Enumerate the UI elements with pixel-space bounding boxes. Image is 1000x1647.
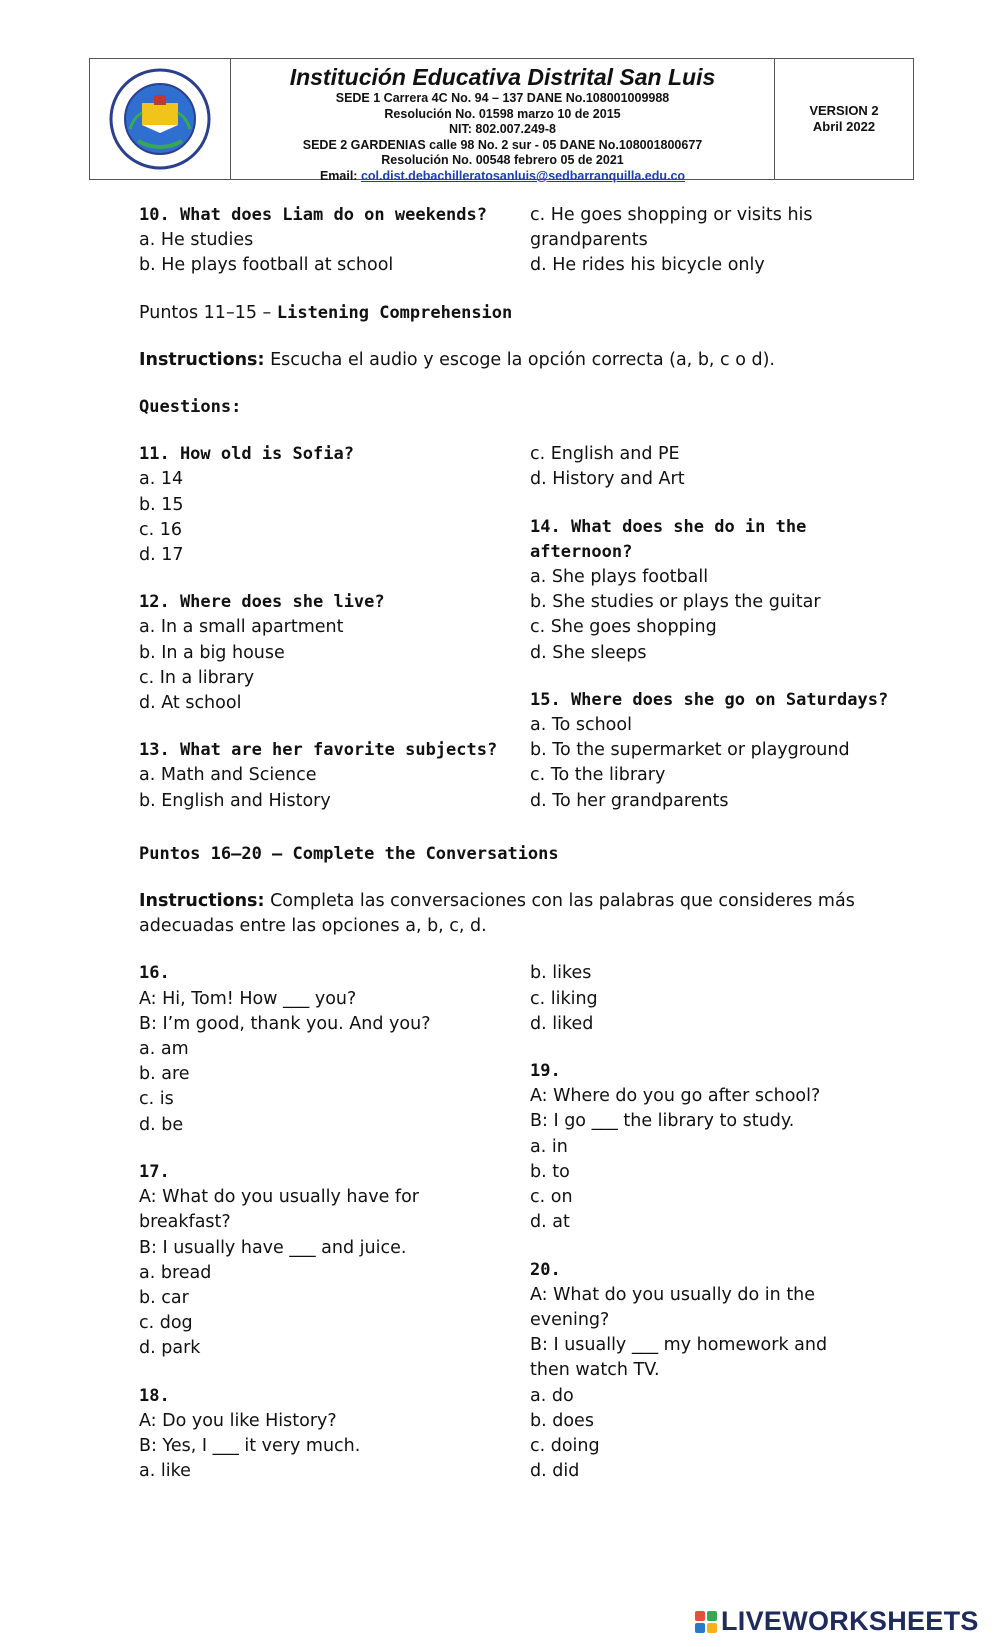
listening-questions <box>139 442 899 814</box>
question-14 <box>530 515 899 666</box>
conversation-questions <box>139 961 899 1484</box>
option-b: b. car <box>139 1287 189 1308</box>
option-d: d. park <box>139 1338 201 1359</box>
option-b: b. In a big house <box>139 642 285 663</box>
question-16 <box>139 961 530 1137</box>
header-line-resolution1: Resolución No. 01598 marzo 10 de 2015 <box>384 106 621 121</box>
header-line-sede1: SEDE 1 Carrera 4C No. 94 – 137 DANE No.108001009988 <box>335 91 670 105</box>
question-text: 10. What does Liam do on weekends? <box>139 205 487 225</box>
liveworksheets-icon <box>695 1611 717 1633</box>
question-17 <box>139 1160 530 1362</box>
dialogue-line-a: A: What do you usually have for breakfast? <box>139 1187 419 1233</box>
question-text: 15. Where does she go on Saturdays? <box>530 689 889 710</box>
question-20 <box>530 1258 899 1485</box>
header-email-line <box>231 169 774 185</box>
option-c: c. She goes shopping <box>530 617 717 638</box>
email-link[interactable]: col.dist.debachilleratosanluis@sedbarranquilla.edu.co <box>360 168 686 183</box>
header-line-resolution2: Resolución No. 00548 febrero 05 de 2021 <box>381 153 624 167</box>
question-11 <box>139 442 530 568</box>
option-b: b. does <box>530 1410 594 1431</box>
questions-label: Questions: <box>139 397 242 418</box>
option-d: d. She sleeps <box>530 642 647 663</box>
question-text: 11. How old is Sofia? <box>139 444 354 465</box>
school-logo-cell <box>90 59 231 179</box>
version-label: VERSION 2 <box>809 103 879 118</box>
document-header <box>89 58 914 183</box>
option-b: b. She studies or plays the guitar <box>530 592 821 613</box>
option-d: d. did <box>530 1461 580 1482</box>
email-label: Email: <box>319 168 358 183</box>
option-c: c. He goes shopping or visits his grandparents <box>530 205 813 251</box>
dialogue-line-b: B: I’m good, thank you. And you? <box>139 1013 431 1034</box>
option-a: a. 14 <box>139 469 184 490</box>
liveworksheets-logo <box>695 1606 979 1637</box>
option-b: b. To the supermarket or playground <box>530 740 850 761</box>
question-18 <box>139 1384 530 1485</box>
option-d: d. at <box>530 1212 570 1233</box>
option-c: c. on <box>530 1187 573 1208</box>
question-number: 20. <box>530 1259 561 1280</box>
conversations-heading: Puntos 16–20 – Complete the Conversations <box>139 843 559 864</box>
option-c: c. dog <box>139 1313 193 1334</box>
option-a: a. in <box>530 1136 568 1157</box>
listening-heading <box>139 301 899 326</box>
option-b: b. He plays football at school <box>139 255 394 276</box>
header-info <box>231 59 775 183</box>
header-line-nit: NIT: 802.007.249-8 <box>448 122 556 136</box>
option-a: a. To school <box>530 715 632 736</box>
option-c: c. 16 <box>139 519 183 540</box>
question-number: 19. <box>530 1061 561 1082</box>
option-b: b. to <box>530 1161 570 1182</box>
dialogue-line-a: A: Where do you go after school? <box>530 1086 821 1107</box>
option-b: b. likes <box>530 963 592 984</box>
school-crest-icon <box>108 67 212 171</box>
option-a: a. am <box>139 1039 189 1060</box>
liveworksheets-text: LIVEWORKSHEETS <box>721 1606 979 1636</box>
section-title: Listening Comprehension <box>276 302 513 323</box>
option-d: d. 17 <box>139 545 184 566</box>
question-19 <box>530 1059 899 1235</box>
option-c: c. English and PE <box>530 444 680 465</box>
option-d: d. To her grandparents <box>530 790 729 811</box>
dialogue-line-a: A: Hi, Tom! How ___ you? <box>139 988 357 1009</box>
instructions-text: Escucha el audio y escoge la opción correcta (a, b, c o d). <box>270 349 775 370</box>
dialogue-line-b: B: I go ___ the library to study. <box>530 1111 795 1132</box>
question-13 <box>139 738 530 814</box>
dialogue-line-a: A: Do you like History? <box>139 1410 337 1431</box>
option-b: b. are <box>139 1064 190 1085</box>
option-a: a. In a small apartment <box>139 617 344 638</box>
listening-instructions <box>139 348 899 373</box>
question-text: 14. What does she do in the afternoon? <box>530 516 807 562</box>
option-c: c. To the library <box>530 765 666 786</box>
dialogue-line-b: B: Yes, I ___ it very much. <box>139 1435 361 1456</box>
question-12 <box>139 590 530 716</box>
question-13-continued <box>530 442 899 492</box>
option-c: c. liking <box>530 988 598 1009</box>
instructions-label: Instructions: <box>139 349 265 370</box>
option-a: a. He studies <box>139 230 254 251</box>
option-a: a. bread <box>139 1262 212 1283</box>
question-text: 12. Where does she live? <box>139 592 385 613</box>
question-text: 13. What are her favorite subjects? <box>139 740 498 761</box>
dialogue-line-a: A: What do you usually do in the evening? <box>530 1284 816 1330</box>
option-c: c. is <box>139 1089 174 1110</box>
option-a: a. She plays football <box>530 567 709 588</box>
conversations-instructions <box>139 889 899 939</box>
option-b: b. 15 <box>139 494 184 515</box>
section-prefix: Puntos 11–15 – <box>139 302 272 323</box>
option-c: c. doing <box>530 1435 600 1456</box>
option-d: d. At school <box>139 693 242 714</box>
option-d: d. History and Art <box>530 469 685 490</box>
option-d: d. He rides his bicycle only <box>530 255 765 276</box>
instructions-label: Instructions: <box>139 891 265 912</box>
option-d: d. liked <box>530 1013 594 1034</box>
school-name: Institución Educativa Distrital San Luis <box>289 64 716 90</box>
option-a: a. like <box>139 1461 191 1482</box>
question-number: 17. <box>139 1161 170 1182</box>
option-d: d. be <box>139 1114 184 1135</box>
option-b: b. English and History <box>139 790 331 811</box>
question-18-continued <box>530 961 899 1037</box>
dialogue-line-b: B: I usually ___ my homework and then watch TV. <box>530 1335 828 1381</box>
question-10 <box>139 203 899 279</box>
option-a: a. do <box>530 1385 574 1406</box>
worksheet-body <box>139 203 899 1484</box>
option-a: a. Math and Science <box>139 765 317 786</box>
version-date: Abril 2022 <box>812 119 876 134</box>
option-c: c. In a library <box>139 667 255 688</box>
instructions-text: Completa las conversaciones con las palabras que consideres más adecuadas entre las opciones a, b, c, d. <box>139 891 855 937</box>
question-number: 18. <box>139 1385 170 1406</box>
header-line-sede2: SEDE 2 GARDENIAS calle 98 No. 2 sur - 05 DANE No.108001800677 <box>302 137 703 152</box>
question-number: 16. <box>139 963 170 984</box>
header-version <box>775 59 913 179</box>
question-15 <box>530 688 899 814</box>
dialogue-line-b: B: I usually have ___ and juice. <box>139 1237 407 1258</box>
